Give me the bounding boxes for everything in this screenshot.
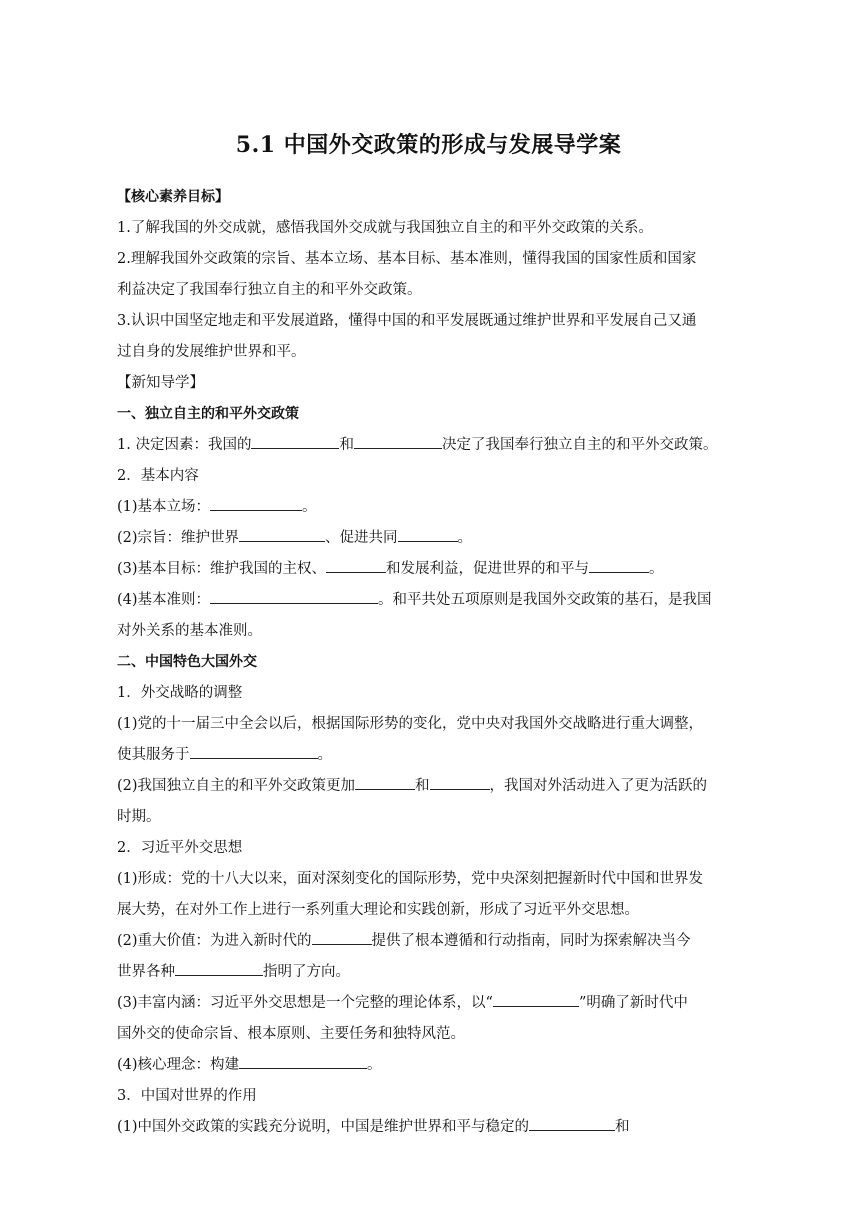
fill-blank[interactable] xyxy=(210,496,302,511)
goal-3-line-1: 3.认识中国坚定地走和平发展道路，懂得中国的和平发展既通过维护世界和平发展自己又通 xyxy=(117,313,697,329)
sec2-sub-1: 1．外交战略的调整 xyxy=(117,685,243,701)
text: 。 xyxy=(457,530,473,546)
sec1-basic-content: 2．基本内容 xyxy=(117,468,199,484)
text: (4)核心理念：构建 xyxy=(117,1057,240,1073)
goals-heading: 【核心素养目标】 xyxy=(117,189,229,205)
sec2-s2-point-2-cont xyxy=(117,957,740,988)
goal-3-line-2: 过自身的发展维护世界和平。 xyxy=(117,344,306,360)
sec1-point-4-cont: 对外关系的基本准则。 xyxy=(117,623,262,639)
sec2-sub-2: 2．习近平外交思想 xyxy=(117,840,243,856)
text: 。 xyxy=(367,1057,382,1073)
text: 。 xyxy=(302,499,317,515)
goal-1: 1.了解我国的外交成就，感悟我国外交成就与我国独立自主的和平外交政策的关系。 xyxy=(117,220,653,236)
fill-blank[interactable] xyxy=(312,930,372,945)
sec2-s1-point-1: (1)党的十一届三中全会以后，根据国际形势的变化，党中央对我国外交战略进行重大调整， xyxy=(117,716,704,732)
text: 和 xyxy=(415,778,430,794)
sec2-s2-point-1: (1)形成：党的十八大以来，面对深刻变化的国际形势，党中央深刻把握新时代中国和世界发 xyxy=(117,871,704,887)
page-title: 5.1 中国外交政策的形成与发展导学案 xyxy=(235,132,622,158)
fill-blank[interactable] xyxy=(398,527,458,542)
text: 、促进共同 xyxy=(325,530,398,546)
text: 。 xyxy=(317,747,332,763)
sec2-s2-point-3 xyxy=(117,988,740,1019)
fill-blank[interactable] xyxy=(589,558,649,573)
text: (2)我国独立自主的和平外交政策更加 xyxy=(117,778,356,794)
text: (3)丰富内涵：习近平外交思想是一个完整的理论体系，以“ xyxy=(117,995,493,1011)
sec1-decisive-factors xyxy=(117,430,740,461)
text: (1)中国外交政策的实践充分说明，中国是维护世界和平与稳定的 xyxy=(117,1119,530,1135)
sec1-point-2 xyxy=(117,523,740,554)
sec2-sub-3: 3．中国对世界的作用 xyxy=(117,1088,257,1104)
sec2-s1-point-2-cont: 时期。 xyxy=(117,809,161,825)
sec1-point-4 xyxy=(117,585,740,616)
sec2-s2-point-2 xyxy=(117,926,740,957)
sec2-s1-point-1-cont xyxy=(117,740,740,771)
text: 和 xyxy=(339,437,354,453)
sec2-s2-point-4 xyxy=(117,1050,740,1081)
text: 和发展利益，促进世界的和平与 xyxy=(386,561,590,577)
fill-blank[interactable] xyxy=(190,744,318,759)
fill-blank[interactable] xyxy=(354,434,442,449)
text: 提供了根本遵循和行动指南，同时为探索解决当今 xyxy=(371,933,691,949)
fill-blank[interactable] xyxy=(251,434,339,449)
sec2-s3-point-1 xyxy=(117,1112,740,1143)
goal-2-line-2: 利益决定了我国奉行独立自主的和平外交政策。 xyxy=(117,282,422,298)
text: (1)基本立场： xyxy=(117,499,211,515)
text: 世界各种 xyxy=(117,964,175,980)
fill-blank[interactable] xyxy=(493,992,579,1007)
section-2-heading: 二、中国特色大国外交 xyxy=(117,654,257,670)
text: (3)基本目标：维护我国的主权、 xyxy=(117,561,327,577)
text: 和 xyxy=(615,1119,630,1135)
text: 1. 决定因素：我国的 xyxy=(117,437,252,453)
text: ”明确了新时代中 xyxy=(578,995,688,1011)
text: (4)基本准则： xyxy=(117,592,211,608)
newknow-heading: 【新知导学】 xyxy=(117,375,204,391)
text: ，我国对外活动进入了更为活跃的 xyxy=(489,778,708,794)
fill-blank[interactable] xyxy=(210,589,378,604)
text: 。 xyxy=(649,561,664,577)
fill-blank[interactable] xyxy=(175,961,263,976)
sec2-s2-point-1-cont: 展大势，在对外工作上进行一系列重大理论和实践创新，形成了习近平外交思想。 xyxy=(117,902,639,918)
fill-blank[interactable] xyxy=(239,527,325,542)
fill-blank[interactable] xyxy=(326,558,386,573)
text: 使其服务于 xyxy=(117,747,190,763)
text: (2)重大价值：为进入新时代的 xyxy=(117,933,312,949)
sec1-point-3 xyxy=(117,554,740,585)
text: (2)宗旨：维护世界 xyxy=(117,530,240,546)
section-1-heading: 一、独立自主的和平外交政策 xyxy=(117,406,299,422)
text: 决定了我国奉行独立自主的和平外交政策。 xyxy=(441,437,718,453)
fill-blank[interactable] xyxy=(430,775,490,790)
fill-blank[interactable] xyxy=(239,1054,367,1069)
fill-blank[interactable] xyxy=(529,1116,615,1131)
text: 。和平共处五项原则是我国外交政策的基石，是我国 xyxy=(378,592,712,608)
fill-blank[interactable] xyxy=(355,775,415,790)
text: 指明了方向。 xyxy=(263,964,350,980)
sec2-s1-point-2 xyxy=(117,771,740,802)
sec1-point-1 xyxy=(117,492,740,523)
goal-2-line-1: 2.理解我国外交政策的宗旨、基本立场、基本目标、基本准则，懂得我国的国家性质和国家 xyxy=(117,251,697,267)
sec2-s2-point-3-cont: 国外交的使命宗旨、根本原则、主要任务和独特风范。 xyxy=(117,1026,465,1042)
